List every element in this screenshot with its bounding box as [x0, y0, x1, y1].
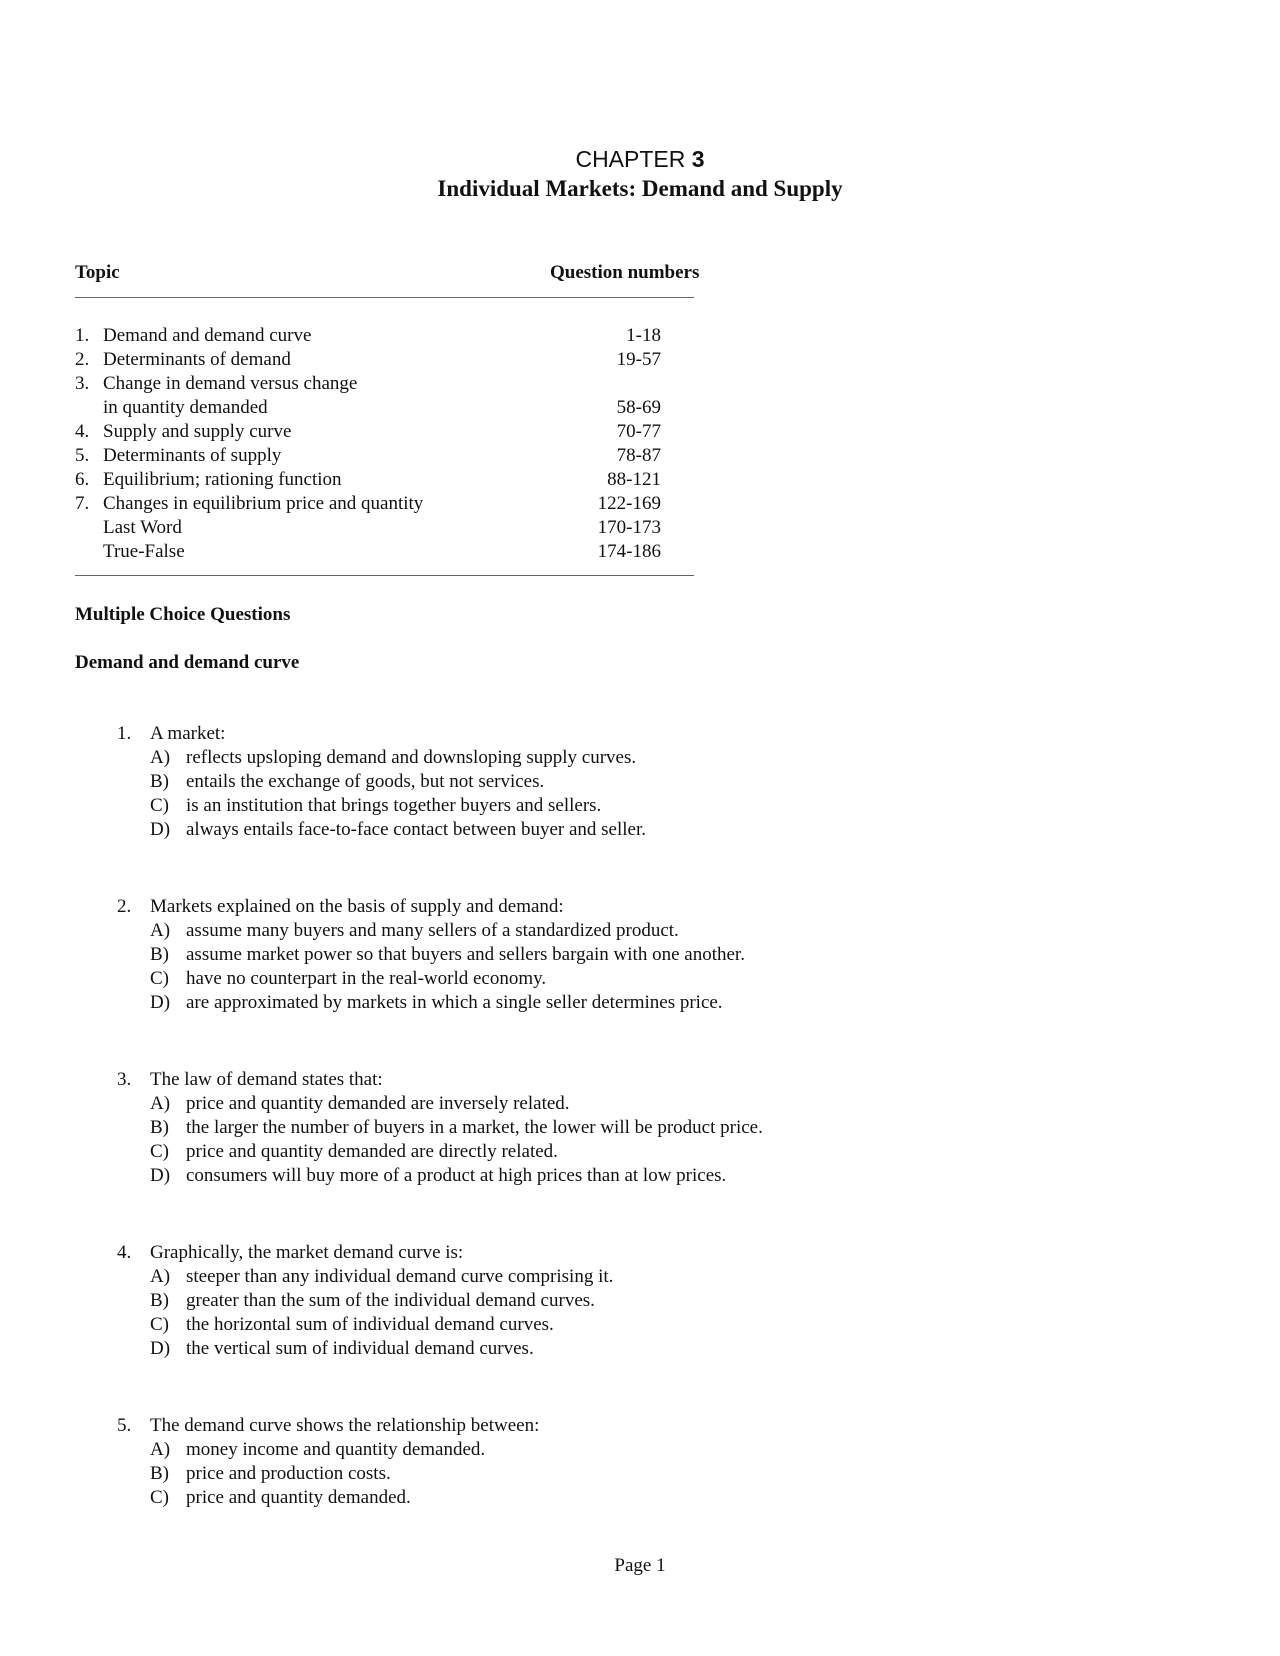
- option-text: assume many buyers and many sellers of a standardized product.: [186, 920, 679, 941]
- question-number: 1.: [117, 723, 132, 744]
- question-number: 2.: [117, 896, 132, 917]
- topic-row: [75, 396, 695, 420]
- topic-text: Demand and demand curve: [103, 325, 312, 346]
- topic-text: Last Word: [103, 517, 182, 538]
- topic-text: Changes in equilibrium price and quantity: [103, 493, 424, 514]
- topic-row: [75, 420, 695, 444]
- option-letter: B): [150, 1463, 169, 1484]
- option-letter: D): [150, 992, 171, 1013]
- option-letter: A): [150, 1266, 171, 1287]
- question-number: 3.: [117, 1069, 132, 1090]
- page-number: Page 1: [614, 1555, 666, 1576]
- option-text: price and quantity demanded.: [186, 1487, 411, 1508]
- question-number: 5.: [117, 1415, 132, 1436]
- question-range: 58-69: [616, 397, 661, 418]
- option-letter: C): [150, 968, 169, 989]
- option-text: is an institution that brings together buyers and sellers.: [186, 795, 602, 816]
- option-text: the vertical sum of individual demand curves.: [186, 1338, 534, 1359]
- topic-number: 7.: [75, 493, 90, 514]
- option-letter: D): [150, 1165, 171, 1186]
- question-range: 88-121: [607, 469, 661, 490]
- option-letter: C): [150, 1141, 169, 1162]
- topic-number: 1.: [75, 325, 90, 346]
- topic-row: [75, 372, 695, 396]
- topics-list: [75, 324, 695, 564]
- topic-text: Supply and supply curve: [103, 421, 292, 442]
- option-text: entails the exchange of goods, but not services.: [186, 771, 545, 792]
- question-range: 19-57: [616, 349, 661, 370]
- topic-number: 2.: [75, 349, 90, 370]
- chapter-number: 3: [691, 146, 705, 172]
- question-stem: The demand curve shows the relationship between:: [150, 1415, 540, 1436]
- option-letter: A): [150, 1439, 171, 1460]
- option-letter: A): [150, 920, 171, 941]
- option-text: assume market power so that buyers and sellers bargain with one another.: [186, 944, 745, 965]
- question-range: 78-87: [616, 445, 661, 466]
- question-stem: Graphically, the market demand curve is:: [150, 1242, 464, 1263]
- option-text: the horizontal sum of individual demand curves.: [186, 1314, 554, 1335]
- question-range: 70-77: [616, 421, 661, 442]
- option-letter: D): [150, 819, 171, 840]
- question-stem: Markets explained on the basis of supply and demand:: [150, 896, 564, 917]
- topic-text: Determinants of demand: [103, 349, 291, 370]
- option-letter: C): [150, 795, 169, 816]
- option-text: consumers will buy more of a product at high prices than at low prices.: [186, 1165, 727, 1186]
- topic-text: in quantity demanded: [103, 397, 268, 418]
- option-letter: B): [150, 1117, 169, 1138]
- option-text: the larger the number of buyers in a market, the lower will be product price.: [186, 1117, 763, 1138]
- option-text: are approximated by markets in which a single seller determines price.: [186, 992, 723, 1013]
- option-letter: D): [150, 1338, 171, 1359]
- topic-text: Change in demand versus change: [103, 373, 358, 394]
- question-range: 1-18: [626, 325, 661, 346]
- option-letter: B): [150, 944, 169, 965]
- option-letter: A): [150, 747, 171, 768]
- topic-text: Equilibrium; rationing function: [103, 469, 342, 490]
- topic-column-header: Topic: [75, 262, 120, 283]
- topic-row: [75, 444, 695, 468]
- option-text: always entails face-to-face contact between buyer and seller.: [186, 819, 646, 840]
- question-stem: The law of demand states that:: [150, 1069, 383, 1090]
- option-text: have no counterpart in the real-world economy.: [186, 968, 547, 989]
- option-text: steeper than any individual demand curve comprising it.: [186, 1266, 614, 1287]
- topic-row: [75, 540, 695, 564]
- chapter-label: CHAPTER: [575, 146, 686, 172]
- option-letter: C): [150, 1487, 169, 1508]
- option-text: price and production costs.: [186, 1463, 391, 1484]
- question-stem: A market:: [150, 723, 226, 744]
- question-range: 122-169: [597, 493, 661, 514]
- topic-number: 6.: [75, 469, 90, 490]
- option-letter: B): [150, 1290, 169, 1311]
- table-bottom-rule: [75, 575, 694, 576]
- option-letter: A): [150, 1093, 171, 1114]
- topic-row: [75, 516, 695, 540]
- topic-row: [75, 348, 695, 372]
- topic-row: [75, 324, 695, 348]
- table-top-rule: [75, 297, 694, 298]
- topic-text: True-False: [103, 541, 185, 562]
- question-range: 170-173: [597, 517, 661, 538]
- question-number: 4.: [117, 1242, 132, 1263]
- mcq-heading: Multiple Choice Questions: [75, 604, 291, 625]
- option-text: price and quantity demanded are directly related.: [186, 1141, 558, 1162]
- subsection-heading: Demand and demand curve: [75, 652, 300, 673]
- question-numbers-column-header: Question numbers: [550, 262, 700, 283]
- option-text: greater than the sum of the individual demand curves.: [186, 1290, 595, 1311]
- topic-row: [75, 468, 695, 492]
- chapter-title: Individual Markets: Demand and Supply: [437, 176, 843, 201]
- option-text: reflects upsloping demand and downsloping supply curves.: [186, 747, 637, 768]
- topic-row: [75, 492, 695, 516]
- topic-number: 3.: [75, 373, 90, 394]
- option-letter: C): [150, 1314, 169, 1335]
- topic-number: 5.: [75, 445, 90, 466]
- topic-text: Determinants of supply: [103, 445, 282, 466]
- topic-number: 4.: [75, 421, 90, 442]
- option-text: price and quantity demanded are inversely related.: [186, 1093, 570, 1114]
- option-text: money income and quantity demanded.: [186, 1439, 486, 1460]
- question-range: 174-186: [597, 541, 661, 562]
- chapter-heading: [0, 146, 1280, 173]
- option-letter: B): [150, 771, 169, 792]
